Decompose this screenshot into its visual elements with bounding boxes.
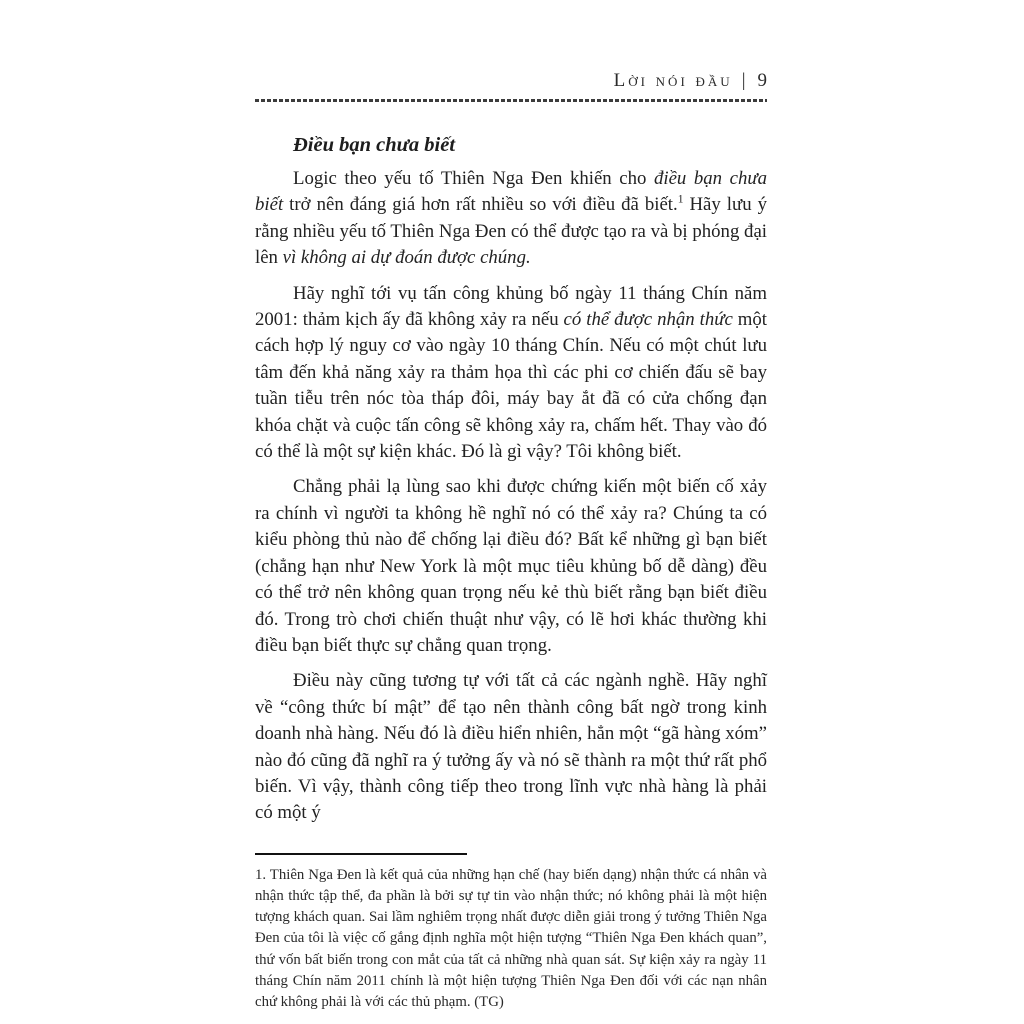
section-heading: Điều bạn chưa biết [293, 134, 456, 156]
text-run: trở nên đáng giá hơn rất nhiều so với điều đã biết. [283, 194, 678, 216]
running-header-separator: | [741, 70, 749, 91]
text-run: một cách hợp lý nguy cơ vào ngày 10 tháng Chín. Nếu có một chút lưu tâm đến khả năng xảy ra thảm họa thì các phi cơ chiến đấu sẽ bay tuần tiễu trên nóc tòa tháp đôi, máy bay ắt đã có cửa chống đạn khóa chặt và cuộc tấn công sẽ không xảy ra, chấm hết. Thay vào đó có thể là một sự kiện khác. Đó là gì vậy? Tôi không biết. [255, 309, 767, 463]
emphasized-text: điều bạn chưa biết [255, 168, 767, 216]
paragraph [255, 166, 767, 272]
paragraph [255, 668, 767, 826]
emphasized-text: vì không ai dự đoán được chúng. [282, 247, 531, 269]
footnote-rule [255, 853, 467, 855]
running-header-title: Lời nói đầu [613, 70, 733, 91]
emphasized-text: có thể được nhận thức [563, 309, 733, 331]
text-run: Chẳng phải lạ lùng sao khi được chứng kiến một biến cố xảy ra chính vì người ta không hề nghĩ nó có thể xảy ra? Chúng ta có kiểu phòng thủ nào để chống lại điều đó? Bất kể những gì bạn biết (chẳng hạn như New York là một mục tiêu khủng bố dễ dàng) đều có thể trở nên không quan trọng nếu kẻ thù biết rằng bạn biết điều đó. Trong trò chơi chiến thuật như vậy, có lẽ hơi khác thường khi điều bạn biết thực sự chẳng quan trọng. [255, 476, 767, 656]
footnote-reference: 1 [677, 194, 684, 207]
body-text [255, 166, 767, 827]
text-run: Hãy lưu ý rằng nhiều yếu tố Thiên Nga Đen có thể được tạo ra và bị phóng đại lên [255, 194, 767, 269]
running-header [255, 70, 767, 92]
page-number: 9 [757, 70, 767, 91]
text-run: Hãy nghĩ tới vụ tấn công khủng bố ngày 11 tháng Chín năm 2001: thảm kịch ấy đã không xảy ra nếu [255, 282, 767, 331]
paragraph [255, 281, 767, 466]
text-run: Logic theo yếu tố Thiên Nga Đen khiến cho [293, 168, 654, 189]
book-page [255, 0, 767, 1013]
paragraph [255, 474, 767, 659]
footnote: 1. Thiên Nga Đen là kết quả của những hạn chế (hay biến dạng) nhận thức cá nhân và nhận thức tập thể, đa phần là bởi sự tự tin vào nhận thức; nó không phải là một hiện tượng khách quan. Sai lầm nghiêm trọng nhất được diễn giải trong ý tưởng Thiên Nga Đen của tôi là việc cố gắng định nghĩa một hiện tượng “Thiên Nga Đen khách quan”, thứ vốn bất biến trong con mắt của tất cả những nhà quan sát. Sự kiện xảy ra ngày 11 tháng Chín năm 2011 chính là một hiện tượng Thiên Nga Đen đối với các nạn nhân chứ không phải là với các thủ phạm. (TG) [255, 866, 767, 1010]
text-run: Điều này cũng tương tự với tất cả các ngành nghề. Hãy nghĩ về “công thức bí mật” để tạo nên thành công bất ngờ trong kinh doanh nhà hàng. Nếu đó là điều hiển nhiên, hẳn một “gã hàng xóm” nào đó cũng đã nghĩ ra ý tưởng ấy và nó sẽ thành ra một thứ rất phổ biến. Vì vậy, thành công tiếp theo trong lĩnh vực nhà hàng là phải có một ý [255, 670, 767, 824]
header-dashed-rule [255, 99, 767, 102]
